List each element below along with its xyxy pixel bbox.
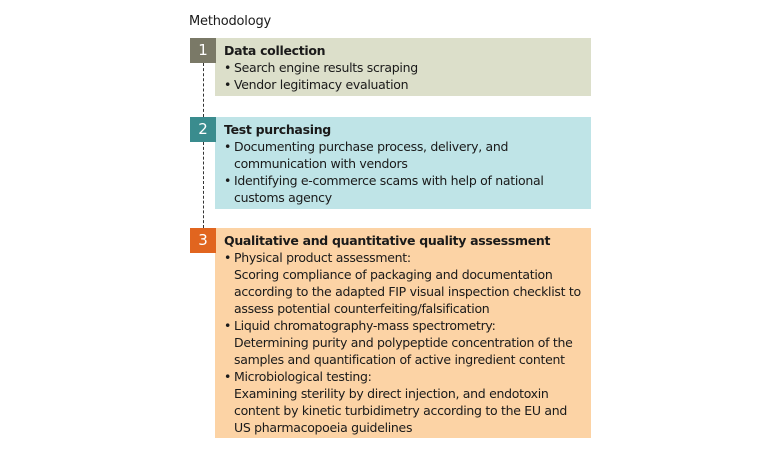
- step-2-bullet: • Identifying e-commerce scams with help of national customs agency: [224, 172, 583, 206]
- step-3-bullet-list: [224, 249, 583, 436]
- step-1-title: Data collection: [224, 43, 326, 58]
- step-3-title: Qualitative and quantitative quality assessment: [224, 233, 551, 248]
- step-1-bullet: • Search engine results scraping: [224, 59, 583, 76]
- step-2-box: [215, 117, 591, 209]
- step-3-box: [215, 228, 591, 438]
- step-3-number-badge: 3: [190, 228, 216, 253]
- step-2-number-badge: 2: [190, 117, 216, 142]
- dashed-connector-1-2: [203, 63, 204, 117]
- step-1-bullet: • Vendor legitimacy evaluation: [224, 76, 583, 93]
- step-1-number-badge: 1: [190, 38, 216, 63]
- bullet-label: Physical product assessment:: [234, 250, 411, 265]
- bullet-label: Liquid chromatography-mass spectrometry:: [234, 318, 496, 333]
- step-3-bullet-physical-assessment: [224, 249, 583, 317]
- step-2-bullet-list: [224, 138, 583, 206]
- bullet-detail: Determining purity and polypeptide concentration of the samples and quantification of active ingredient content: [234, 335, 573, 367]
- step-3-bullet-microbiology: [224, 368, 583, 436]
- bullet-detail: Examining sterility by direct injection, and endotoxin content by kinetic turbidimetry according to the EU and US pharmacopoeia guidelines: [234, 386, 567, 435]
- step-2-title: Test purchasing: [224, 122, 331, 137]
- step-2-bullet: • Documenting purchase process, delivery, and communication with vendors: [224, 138, 583, 172]
- step-1-box: [215, 38, 591, 96]
- bullet-label: Microbiological testing:: [234, 369, 372, 384]
- dashed-connector-2-3: [203, 142, 204, 228]
- step-1-bullet-list: [224, 59, 583, 93]
- step-3-bullet-lc-ms: [224, 317, 583, 368]
- methodology-title: Methodology: [189, 14, 272, 29]
- bullet-detail: Scoring compliance of packaging and documentation according to the adapted FIP visual inspection checklist to assess potential counterfeiting/falsification: [234, 267, 581, 316]
